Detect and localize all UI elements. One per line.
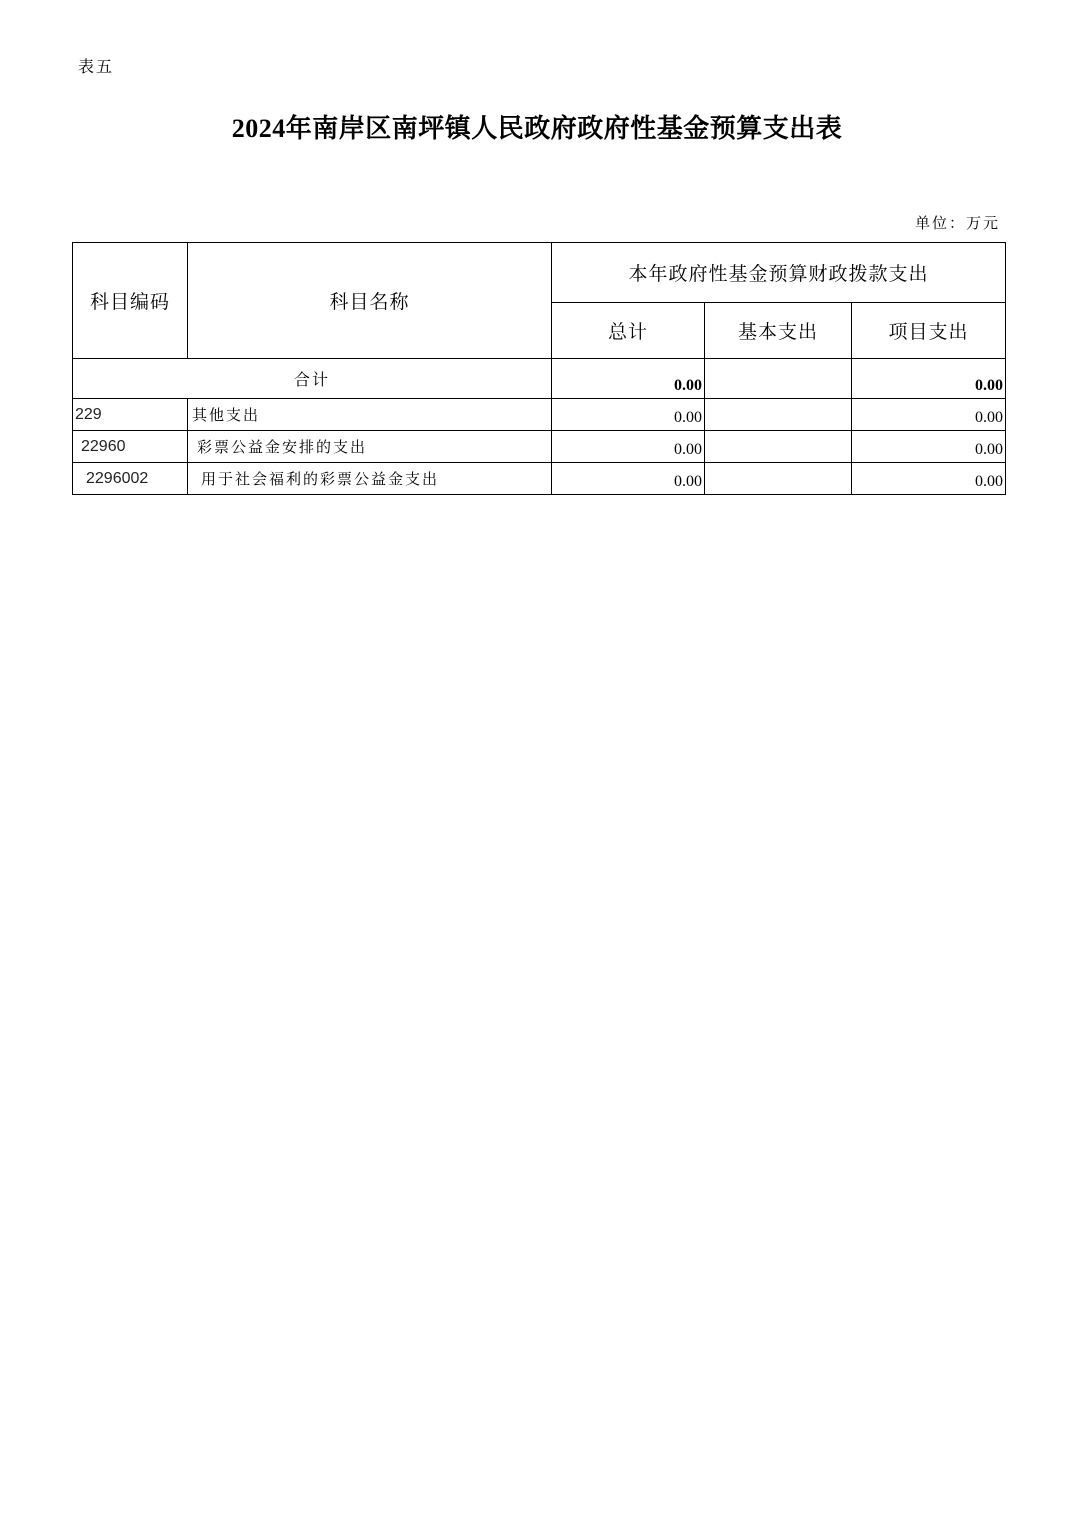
row-project: 0.00 [852, 431, 1006, 463]
total-row [73, 359, 1006, 399]
table-row [73, 431, 1006, 463]
table-label: 表五 [78, 57, 115, 76]
row-total: 0.00 [552, 431, 705, 463]
total-project: 0.00 [852, 359, 1006, 399]
total-label: 合计 [73, 359, 552, 399]
row-basic [705, 463, 852, 495]
row-total: 0.00 [552, 399, 705, 431]
header-name: 科目名称 [188, 243, 552, 359]
row-code: 22960 [73, 431, 188, 463]
row-project: 0.00 [852, 399, 1006, 431]
row-code: 229 [73, 399, 188, 431]
header-total: 总计 [552, 303, 705, 359]
unit-label: 单位：万元 [914, 214, 1000, 232]
row-code: 2296002 [73, 463, 188, 495]
header-group: 本年政府性基金预算财政拨款支出 [552, 243, 1006, 303]
row-name: 用于社会福利的彩票公益金支出 [188, 463, 552, 495]
row-basic [705, 399, 852, 431]
header-code: 科目编码 [73, 243, 188, 359]
row-name: 其他支出 [188, 399, 552, 431]
table-row [73, 399, 1006, 431]
budget-table [72, 242, 1006, 495]
row-basic [705, 431, 852, 463]
header-basic: 基本支出 [705, 303, 852, 359]
page-title: 2024年南岸区南坪镇人民政府政府性基金预算支出表 [231, 114, 843, 143]
row-name: 彩票公益金安排的支出 [188, 431, 552, 463]
header-project: 项目支出 [852, 303, 1006, 359]
row-project: 0.00 [852, 463, 1006, 495]
total-basic [705, 359, 852, 399]
table-row [73, 463, 1006, 495]
row-total: 0.00 [552, 463, 705, 495]
total-total: 0.00 [552, 359, 705, 399]
